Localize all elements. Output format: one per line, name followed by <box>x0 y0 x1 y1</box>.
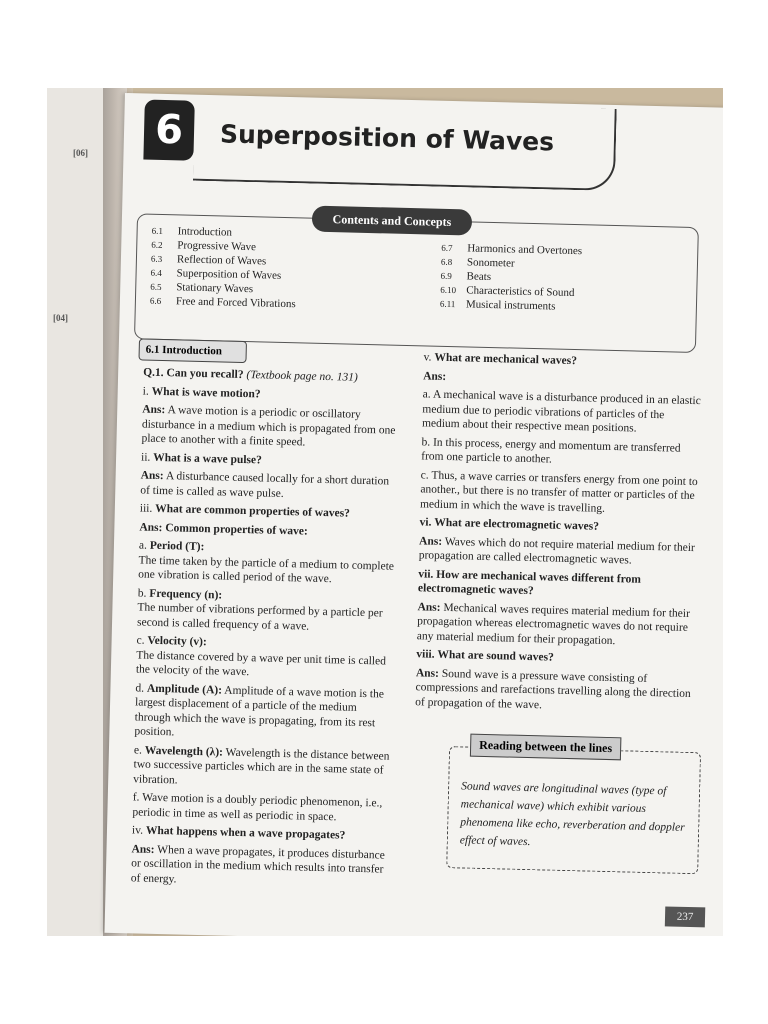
toc-item: 6.9 Beats <box>440 270 492 283</box>
page-number: 237 <box>665 906 705 927</box>
photo-background <box>47 88 723 936</box>
toc-item: 6.10 Characteristics of Sound <box>440 284 575 300</box>
toc-item: 6.7 Harmonics and Overtones <box>441 242 583 258</box>
toc-left <box>150 224 298 312</box>
prev-page-label-mid: [04] <box>53 313 68 323</box>
toc-item: 6.11 Musical instruments <box>439 298 556 313</box>
reading-title: Reading between the lines <box>470 734 622 761</box>
right-column: v. What are mechanical waves? Ans: a. A mechanical wave is a disturbance produced in an elastic medium due to periodic vibrations of particles of the medium about their respective mean positions. b. In this process, energy and momentum are transferred from one particle to another. c. Thus, a wave carries or transfers energy from one point to another., but there is no transfer of matter or particles of the medium in which the wave is travelling. vi. What are electromagnetic waves? Ans: Waves which do not require material medium for their propagation are called electromagnetic waves. vii. How are mechanical waves different from electromagnetic waves? Ans: Mechanical waves requires material medium for their propagation whereas electromagnetic waves do not require any material medium for their propagation. viii. What are sound waves? Ans: Sound wave is a pressure wave consisting of compressions and rarefactions travelling along the direction of propagation of the wave. <box>415 351 701 711</box>
reading-box <box>446 737 701 874</box>
chapter-title: Superposition of Waves <box>219 119 555 157</box>
chapter-number: 6 <box>143 99 194 160</box>
reading-text: Sound waves are longitudinal waves (type of mechanical wave) which exhibit various phenomena like echo, reverberation and doppler effect of waves. <box>459 780 685 849</box>
toc-item: 6.5 Stationary Waves <box>150 281 254 296</box>
toc-item: 6.2 Progressive Wave <box>151 239 257 254</box>
toc-right <box>440 241 583 314</box>
toc-item: 6.1 Introduction <box>151 225 233 239</box>
section-heading: 6.1 Introduction <box>138 338 247 363</box>
toc-item: 6.8 Sonometer <box>440 256 515 270</box>
textbook-page <box>104 93 723 936</box>
toc-item: 6.6 Free and Forced Vibrations <box>149 295 296 311</box>
toc-item: 6.3 Reflection of Waves <box>150 253 267 268</box>
contents-heading: Contents and Concepts <box>312 206 473 236</box>
toc-item: 6.4 Superposition of Waves <box>150 267 282 282</box>
prev-page-label-top: [06] <box>73 148 88 158</box>
left-column: Q.1. Can you recall? (Textbook page no. 131) i. What is wave motion? Ans: A wave motion is a periodic or oscillatory disturbance in a medium which is propagated from one place to another with a finite speed. ii. What is a wave pulse? Ans: A disturbance caused locally for a short duration of time is called as wave pulse. iii. What are common properties of waves? Ans: Common properties of wave: a. Period (T): The time taken by the particle of a medium to complete one vibration is called period of the wave. b. Frequency (n): The number of vibrations performed by a particle per second is called frequency of a wave. c. Velocity (v): The distance covered by a wave per unit time is called the velocity of the wave. d. Amplitude (A): Amplitude of a wave motion is the largest displacement of a particle of the medium through which the wave is propagating, from its rest position. e. Wavelength (λ): Wavelength is the distance between two successive particles which are in the same state of vibration. f. Wave motion is a doubly periodic phenomenon, i.e., periodic in time as well as periodic in space. iv. What happens when a wave propagates? Ans: When a wave propagates, it produces disturbance or oscillation in the medium which results into transfer of energy. <box>130 366 396 885</box>
